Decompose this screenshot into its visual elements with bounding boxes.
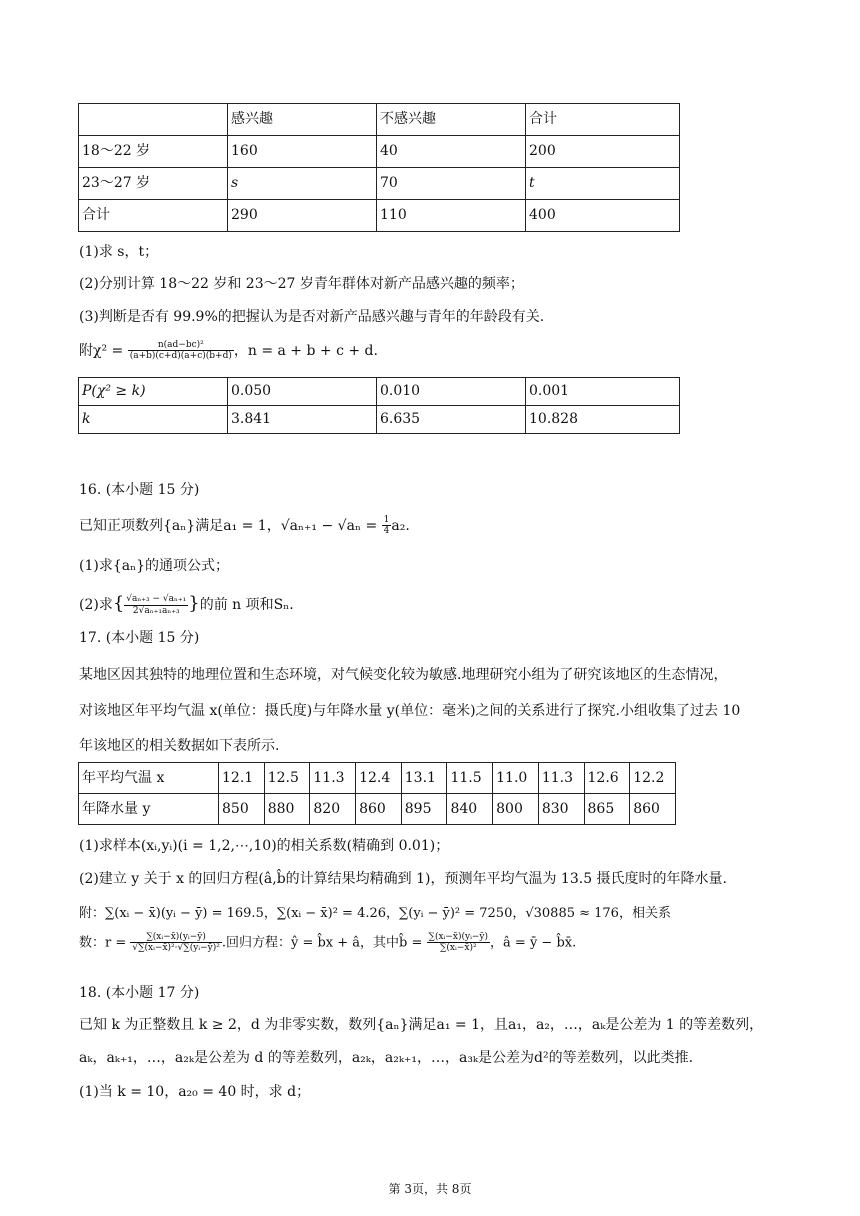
table-cell: 400 — [526, 200, 680, 232]
table-row — [79, 200, 680, 232]
table-cell: 850 — [219, 794, 265, 825]
table-cell: 200 — [526, 136, 680, 168]
q16-fraction-den: 4 — [383, 526, 390, 537]
q17-note-line2 — [79, 932, 576, 954]
q16-part2-num: √aₙ₊₃ − √aₙ₊₁ — [126, 594, 187, 605]
q16-part2-b: 的前 n 项和Sₙ. — [199, 597, 294, 613]
climate-table — [78, 762, 676, 825]
table-cell: 0.001 — [526, 378, 680, 406]
critical-value-table — [78, 377, 680, 434]
q18-part1: (1)当 k = 10，a₂₀ = 40 时，求 d； — [79, 1084, 311, 1100]
q16-stem-b: √aₙ₊₁ − √aₙ = — [280, 517, 382, 534]
table-cell: 合计 — [79, 200, 228, 232]
table-cell: 3.841 — [228, 406, 377, 434]
table-cell: 860 — [630, 794, 676, 825]
table-cell: s — [228, 168, 377, 200]
table-cell: 800 — [493, 794, 539, 825]
table-cell: 11.0 — [493, 763, 539, 794]
q15-part3: (3)判断是否有 99.9%的把握认为是否对新产品感兴趣与青年的年龄段有关. — [79, 309, 545, 325]
q16-heading: 16. (本小题 15 分) — [79, 482, 200, 498]
q17-part1: (1)求样本(xᵢ,yᵢ)(i = 1,2,⋯,10)的相关系数(精确到 0.01)； — [79, 838, 450, 854]
q17-heading: 17. (本小题 15 分) — [79, 630, 200, 646]
formula-fraction — [128, 340, 234, 362]
table-header-cell: 不感兴趣 — [377, 104, 526, 136]
table-header-cell — [79, 104, 228, 136]
table-cell: 23～27 岁 — [79, 168, 228, 200]
q16-stem-a: 已知正项数列{aₙ}满足a₁ = 1， — [79, 517, 281, 534]
formula-numerator: n(ad−bc)² — [128, 340, 234, 351]
q16-fraction — [382, 515, 392, 537]
q16-part2-fraction — [124, 594, 188, 616]
table-cell: 18～22 岁 — [79, 136, 228, 168]
q16-part2: (2)求{ $\frac{\text{√aₙ₊₃ − √aₙ₊₁}}{\text{2√aₙ₊₁aₙ₊₃}}$ }的前 n 项和Sₙ. — [79, 593, 294, 616]
q17-note2-a: 数：r = — [79, 935, 131, 951]
q18-stem-line2: aₖ，aₖ₊₁，…，a₂ₖ是公差为 d 的等差数列，a₂ₖ，a₂ₖ₊₁，…，a₃ₖ是公差为d²的等差数列，以此类推. — [79, 1050, 694, 1066]
formula-prefix: 附χ² = — [79, 342, 128, 359]
table-row — [79, 763, 676, 794]
table-cell: 11.3 — [538, 763, 584, 794]
table-cell: 40 — [377, 136, 526, 168]
table-cell: 820 — [310, 794, 356, 825]
q17-note-line1: 附：∑(xᵢ − x̄)(yᵢ − ȳ) = 169.5，∑(xᵢ − x̄)² = 4.26，∑(yᵢ − ȳ)² = 7250，√30885 ≈ 176，相关系 — [79, 906, 671, 921]
slope-fraction — [427, 932, 491, 954]
page-footer: 第 3页，共 8页 — [388, 1182, 472, 1196]
table-cell: 12.5 — [264, 763, 310, 794]
table-cell: 6.635 — [377, 406, 526, 434]
q17-part2: (2)建立 y 关于 x 的回归方程(â,b̂的计算结果均精确到 1)，预测年平均气温为 13.5 摄氏度时的年降水量. — [79, 871, 727, 887]
table-cell: 865 — [584, 794, 630, 825]
table-row-label: 年降水量 y — [79, 794, 219, 825]
q17-stem-line1: 某地区因其独特的地理位置和生态环境，对气候变化较为敏感.地理研究小组为了研究该地区的生态情况， — [79, 667, 728, 683]
q16-part2-a: (2)求 — [79, 597, 113, 613]
table-cell: 290 — [228, 200, 377, 232]
table-cell: P(χ² ≥ k) — [79, 378, 228, 406]
table-row — [79, 794, 676, 825]
table-cell: 880 — [264, 794, 310, 825]
formula-denominator: (a+b)(c+d)(a+c)(b+d) — [129, 351, 232, 362]
table-cell: t — [526, 168, 680, 200]
table-cell: 160 — [228, 136, 377, 168]
table-row — [79, 168, 680, 200]
table-row — [79, 406, 680, 434]
table-header-cell: 合计 — [526, 104, 680, 136]
table-cell: 840 — [447, 794, 493, 825]
q17-note2-c: ，â = ȳ − b̂x̄. — [490, 935, 577, 951]
q18-stem-line1: 已知 k 为正整数且 k ≥ 2，d 为非零实数，数列{aₙ}满足a₁ = 1，且a₁，a₂，…，aₖ是公差为 1 的等差数列， — [79, 1017, 764, 1033]
correlation-den: √∑(xᵢ−x̄)²·√∑(yᵢ−ȳ)² — [132, 943, 220, 954]
q15-part1: (1)求 s，t； — [79, 244, 159, 260]
correlation-num: ∑(xᵢ−x̄)(yᵢ−ȳ) — [130, 932, 221, 943]
table-cell: 11.3 — [310, 763, 356, 794]
slope-den: ∑(xᵢ−x̄)² — [440, 943, 477, 954]
table-row — [79, 136, 680, 168]
table-cell: 12.4 — [356, 763, 402, 794]
table-cell: 10.828 — [526, 406, 680, 434]
table-cell: 0.010 — [377, 378, 526, 406]
table-row — [79, 378, 680, 406]
table-cell: 12.6 — [584, 763, 630, 794]
q16-part1: (1)求{aₙ}的通项公式； — [79, 558, 230, 574]
q17-note2-b: .回归方程：ŷ = b̂x + â，其中b̂ = — [221, 935, 427, 951]
correlation-fraction — [130, 932, 221, 954]
q17-stem-line3: 年该地区的相关数据如下表所示. — [79, 738, 280, 754]
table-cell: 895 — [401, 794, 447, 825]
q15-part2: (2)分别计算 18～22 岁和 23～27 岁青年群体对新产品感兴趣的频率； — [79, 276, 524, 292]
slope-num: ∑(xᵢ−x̄)(yᵢ−ȳ) — [428, 932, 489, 942]
table-cell: 13.1 — [401, 763, 447, 794]
interest-table — [78, 103, 680, 232]
formula-suffix: ，n = a + b + c + d. — [233, 342, 378, 359]
q16-part2-den: 2√aₙ₊₁aₙ₊₃ — [132, 605, 180, 616]
table-cell: 12.2 — [630, 763, 676, 794]
q17-stem-line2: 对该地区年平均气温 x(单位：摄氏度)与年降水量 y(单位：毫米)之间的关系进行了探究.小组收集了过去 10 — [79, 703, 741, 719]
table-cell: k — [79, 406, 228, 434]
table-row-label: 年平均气温 x — [79, 763, 219, 794]
table-cell: 860 — [356, 794, 402, 825]
table-cell: 110 — [377, 200, 526, 232]
q16-stem — [79, 515, 410, 537]
table-cell: 830 — [538, 794, 584, 825]
table-cell: 0.050 — [228, 378, 377, 406]
table-header-cell: 感兴趣 — [228, 104, 377, 136]
chi-square-formula — [79, 340, 378, 362]
q18-heading: 18. (本小题 17 分) — [79, 985, 200, 1001]
q16-stem-c: a₂. — [391, 517, 410, 534]
table-cell: 70 — [377, 168, 526, 200]
table-cell: 11.5 — [447, 763, 493, 794]
table-cell: 12.1 — [219, 763, 265, 794]
q16-fraction-num: 1 — [383, 515, 390, 525]
